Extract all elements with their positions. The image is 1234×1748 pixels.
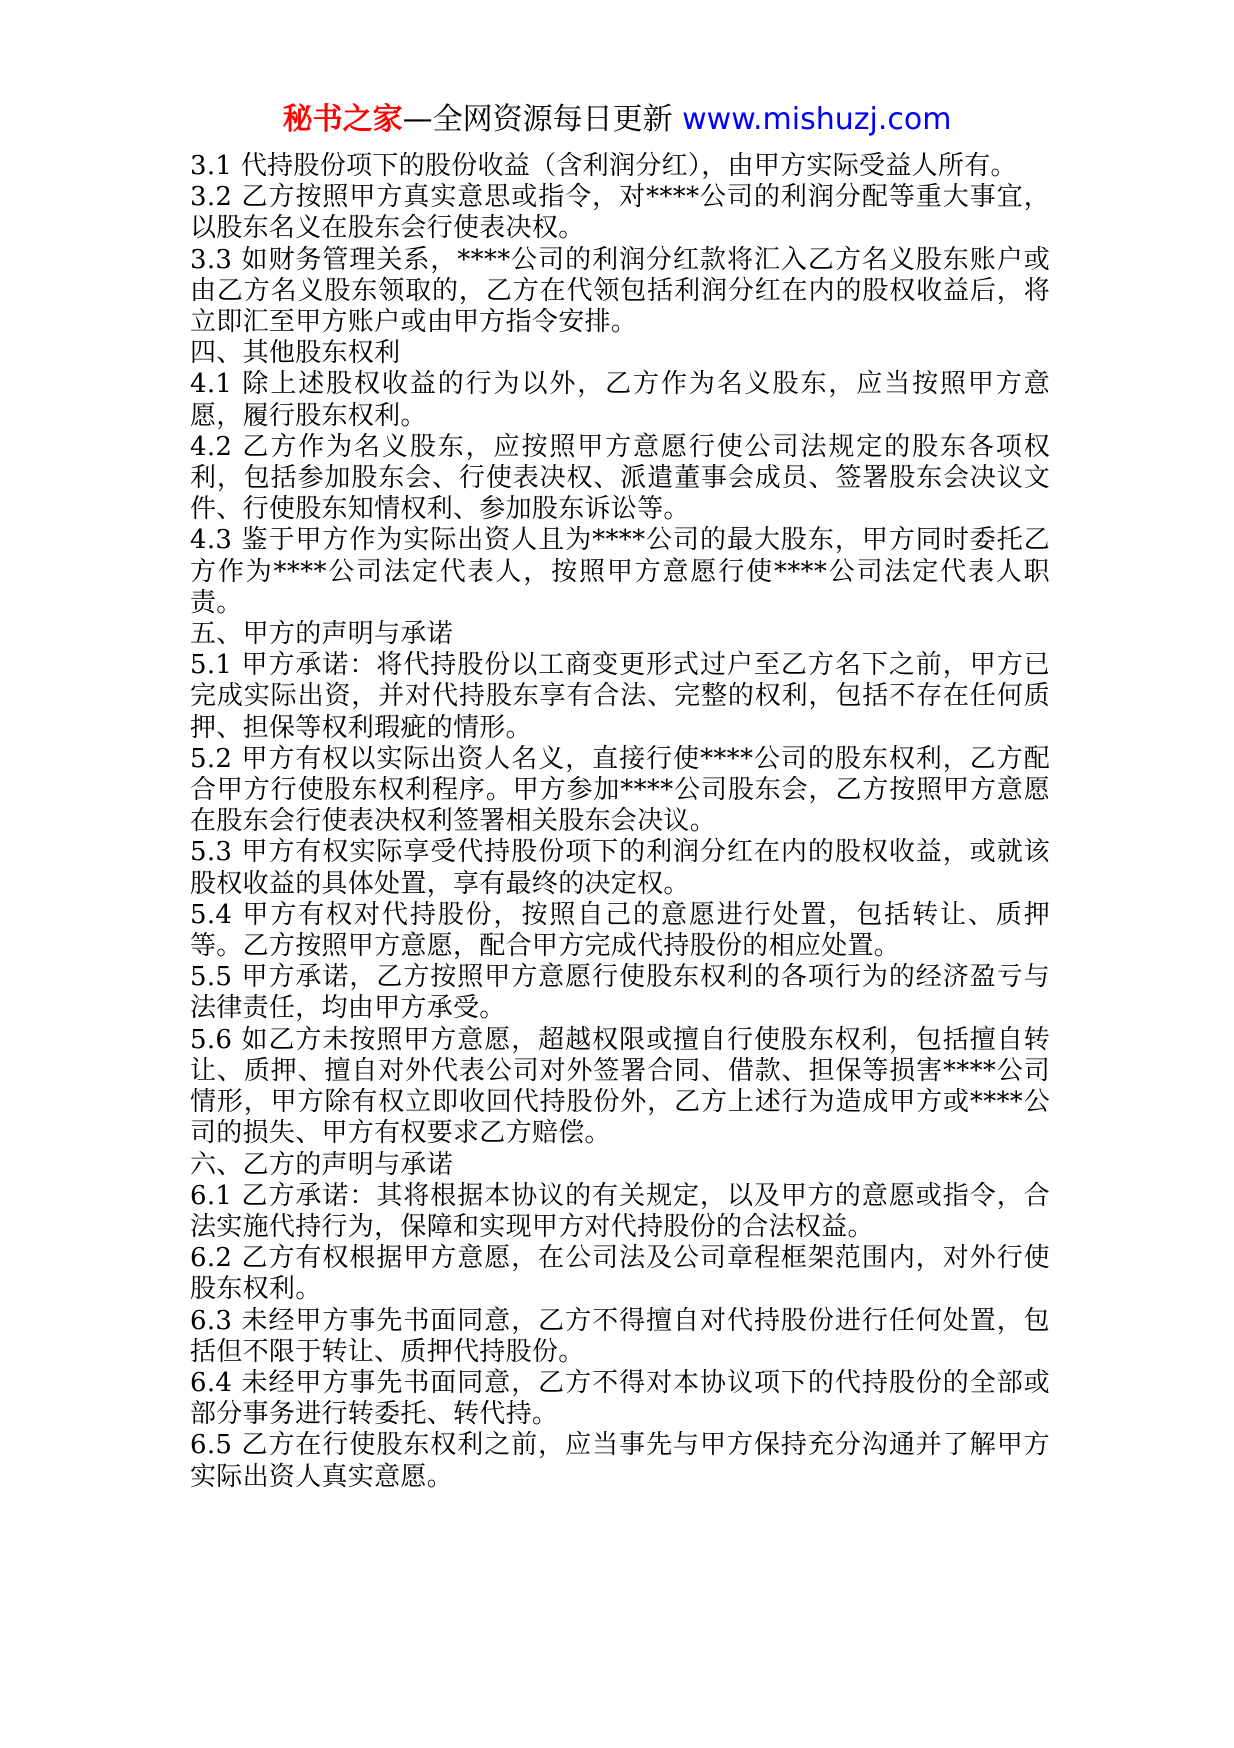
clause-6-5: 6.5 乙方在行使股东权利之前，应当事先与甲方保持充分沟通并了解甲方实际出资人真实意愿。 [190,1430,1050,1492]
section-heading-4: 四、其他股东权利 [190,338,401,369]
clause-6-3: 6.3 未经甲方事先书面同意，乙方不得擅自对代持股份进行任何处置，包括但不限于转让、质押代持股份。 [190,1305,1050,1367]
document-body [190,151,1050,1493]
clause-5-3: 5.3 甲方有权实际享受代持股份项下的利润分红在内的股权收益，或就该股权收益的具体处置，享有最终的决定权。 [190,837,1050,899]
section-heading-5: 五、甲方的声明与承诺 [190,619,454,650]
clause-4-1: 4.1 除上述股权收益的行为以外，乙方作为名义股东，应当按照甲方意愿，履行股东权利。 [190,369,1050,431]
clause-6-2: 6.2 乙方有权根据甲方意愿，在公司法及公司章程框架范围内，对外行使股东权利。 [190,1243,1050,1305]
site-header [0,100,1234,140]
clause-5-2: 5.2 甲方有权以实际出资人名义，直接行使****公司的股东权利，乙方配合甲方行使股东权利程序。甲方参加****公司股东会，乙方按照甲方意愿在股东会行使表决权利签署相关股东会决议。 [190,743,1050,837]
clause-5-1: 5.1 甲方承诺：将代持股份以工商变更形式过户至乙方名下之前，甲方已完成实际出资，并对代持股东享有合法、完整的权利，包括不存在任何质押、担保等权利瑕疵的情形。 [190,650,1050,743]
brand-name: 秘书之家 [282,102,403,137]
clause-6-1: 6.1 乙方承诺：其将根据本协议的有关规定，以及甲方的意愿或指令，合法实施代持行为，保障和实现甲方对代持股份的合法权益。 [190,1180,1050,1242]
clause-4-2: 4.2 乙方作为名义股东，应按照甲方意愿行使公司法规定的股东各项权利，包括参加股东会、行使表决权、派遣董事会成员、签署股东会决议文件、行使股东知情权利、参加股东诉讼等。 [190,431,1050,525]
clause-5-4: 5.4 甲方有权对代持股份，按照自己的意愿进行处置，包括转让、质押等。乙方按照甲方意愿，配合甲方完成代持股份的相应处置。 [190,899,1050,962]
section-heading-6: 六、乙方的声明与承诺 [190,1149,454,1180]
clause-3-3: 3.3 如财务管理关系，****公司的利润分红款将汇入乙方名义股东账户或由乙方名义股东领取的，乙方在代领包括利润分红在内的股权收益后，将立即汇至甲方账户或由甲方指令安排。 [190,244,1050,338]
site-url-link[interactable]: www.mishuzj.com [682,102,952,137]
clause-5-5: 5.5 甲方承诺，乙方按照甲方意愿行使股东权利的各项行为的经济盈亏与法律责任，均由甲方承受。 [190,962,1050,1024]
clause-5-6: 5.6 如乙方未按照甲方意愿，超越权限或擅自行使股东权利，包括擅自转让、质押、擅自对外代表公司对外签署合同、借款、担保等损害****公司情形，甲方除有权立即收回代持股份外，乙方上述行为造成甲方或****公司的损失、甲方有权要求乙方赔偿。 [190,1024,1050,1149]
clause-3-1: 3.1 代持股份项下的股份收益（含利润分红），由甲方实际受益人所有。 [190,151,1017,181]
header-tagline: —全网资源每日更新 [402,102,683,137]
clause-3-2: 3.2 乙方按照甲方真实意思或指令，对****公司的利润分配等重大事宜，以股东名义在股东会行使表决权。 [190,182,1050,244]
clause-6-4: 6.4 未经甲方事先书面同意，乙方不得对本协议项下的代持股份的全部或部分事务进行转委托、转代持。 [190,1367,1050,1430]
clause-4-3: 4.3 鉴于甲方作为实际出资人且为****公司的最大股东，甲方同时委托乙方作为****公司法定代表人，按照甲方意愿行使****公司法定代表人职责。 [190,525,1050,618]
